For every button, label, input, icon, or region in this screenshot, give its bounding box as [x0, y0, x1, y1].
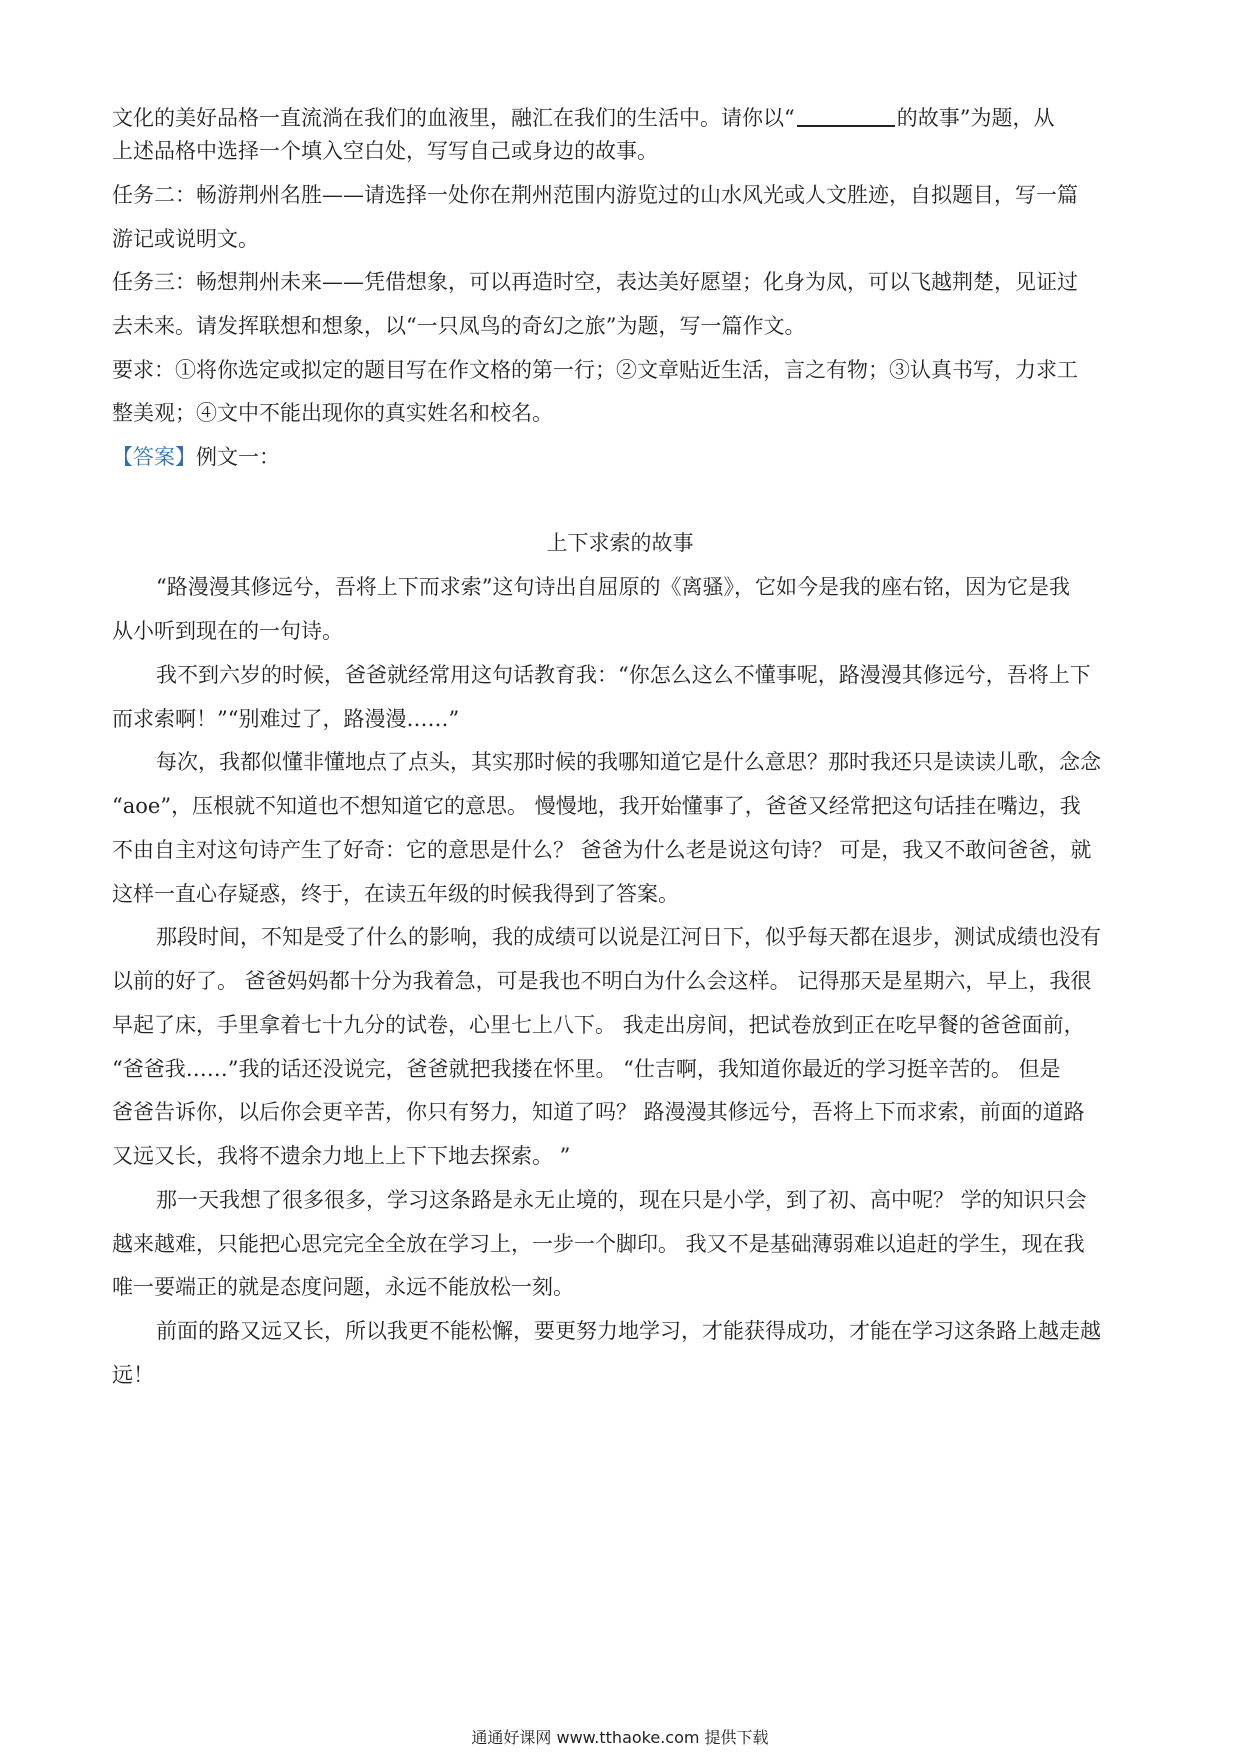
essay-title: 上下求索的故事 — [546, 531, 694, 555]
task2-line-1: 任务二：畅游荆州名胜——请选择一处你在荆州范围内游览过的山水风光或人文胜迹，自拟题目，写一篇 — [112, 183, 1078, 207]
essay-p4-line-5: 爸爸告诉你，以后你会更辛苦，你只有努力，知道了吗？ 路漫漫其修远兮，吾将上下而求索，前面的道路 — [112, 1100, 1085, 1124]
essay-p4-line-2: 以前的好了。 爸爸妈妈都十分为我着急，可是我也不明白为什么会这样。 记得那天是星期六，早上，我很 — [112, 969, 1092, 993]
essay-p4-line-1: 那段时间，不知是受了什么的影响，我的成绩可以说是江河日下，似乎每天都在退步，测试成绩也没有 — [156, 925, 1101, 949]
essay-p5-line-3: 唯一要端正的就是态度问题，永远不能放松一刻。 — [112, 1275, 574, 1299]
footer-download-note: 通通好课网 www.tthaoke.com 提供下载 — [471, 1728, 769, 1747]
task1-line-2: 上述品格中选择一个填入空白处，写写自己或身边的故事。 — [112, 139, 658, 163]
essay-p6-line-1: 前面的路又远又长，所以我更不能松懈，要更努力地学习，才能获得成功，才能在学习这条路上越走越 — [156, 1319, 1101, 1343]
essay-p1-line-2: 从小听到现在的一句诗。 — [112, 619, 343, 643]
essay-p2-line-2: 而求索啊！”“别难过了，路漫漫……” — [112, 707, 460, 731]
essay-p3-line-2: “aoe”，压根就不知道也不想知道它的意思。 慢慢地，我开始懂事了，爸爸又经常把这句话挂在嘴边，我 — [112, 794, 1081, 818]
essay-p3-line-1: 每次，我都似懂非懂地点了点头，其实那时候的我哪知道它是什么意思？那时我还只是读读儿歌，念念 — [156, 750, 1101, 774]
essay-p2-line-1: 我不到六岁的时候，爸爸就经常用这句话教育我：“你怎么这么不懂事呢，路漫漫其修远兮，吾将上下 — [156, 663, 1091, 687]
essay-p6-line-2: 远！ — [112, 1363, 154, 1387]
essay-p5-line-1: 那一天我想了很多很多，学习这条路是永无止境的，现在只是小学，到了初、高中呢？ 学的知识只会 — [156, 1188, 1087, 1212]
task3-line-1: 任务三：畅想荆州未来——凭借想象，可以再造时空，表达美好愿望；化身为凤，可以飞越荆楚，见证过 — [112, 270, 1078, 294]
task3-line-2: 去未来。请发挥联想和想象，以“一只凤鸟的奇幻之旅”为题，写一篇作文。 — [112, 314, 806, 338]
requirements-line-2: 整美观；④文中不能出现你的真实姓名和校名。 — [112, 401, 553, 425]
essay-p3-line-3: 不由自主对这句诗产生了好奇：它的意思是什么？ 爸爸为什么老是说这句诗？ 可是，我又不敢问爸爸，就 — [112, 838, 1092, 862]
task1-line-1: 文化的美好品格一直流淌在我们的血液里，融汇在我们的生活中。请你以“ 的故事”为题，从 — [112, 106, 1055, 130]
requirements-line-1: 要求：①将你选定或拟定的题目写在作文格的第一行；②文章贴近生活，言之有物；③认真书写，力求工 — [112, 358, 1078, 382]
task2-line-2: 游记或说明文。 — [112, 227, 259, 251]
essay-p1-line-1: “路漫漫其修远兮，吾将上下而求索”这句诗出自屈原的《离骚》，它如今是我的座右铭，因为它是我 — [156, 575, 1070, 599]
essay-p5-line-2: 越来越难，只能把心思完完全全放在学习上，一步一个脚印。 我又不是基础薄弱难以追赶的学生，现在我 — [112, 1232, 1085, 1256]
essay-p3-line-4: 这样一直心存疑惑，终于，在读五年级的时候我得到了答案。 — [112, 882, 679, 906]
essay-p4-line-6: 又远又长，我将不遗余力地上上下下地去探索。 ” — [112, 1144, 571, 1168]
essay-p4-line-4: “爸爸我……”我的话还没说完，爸爸就把我搂在怀里。 “仕吉啊，我知道你最近的学习挺辛苦的。 但是 — [112, 1057, 1061, 1081]
answer-label: 例文一： — [196, 445, 280, 469]
answer-tag: 【答案】 — [112, 445, 196, 469]
fill-in-blank — [797, 105, 895, 127]
essay-p4-line-3: 早起了床，手里拿着七十九分的试卷，心里七上八下。 我走出房间，把试卷放到正在吃早餐的爸爸面前， — [112, 1013, 1085, 1037]
answer-heading — [112, 442, 1132, 472]
